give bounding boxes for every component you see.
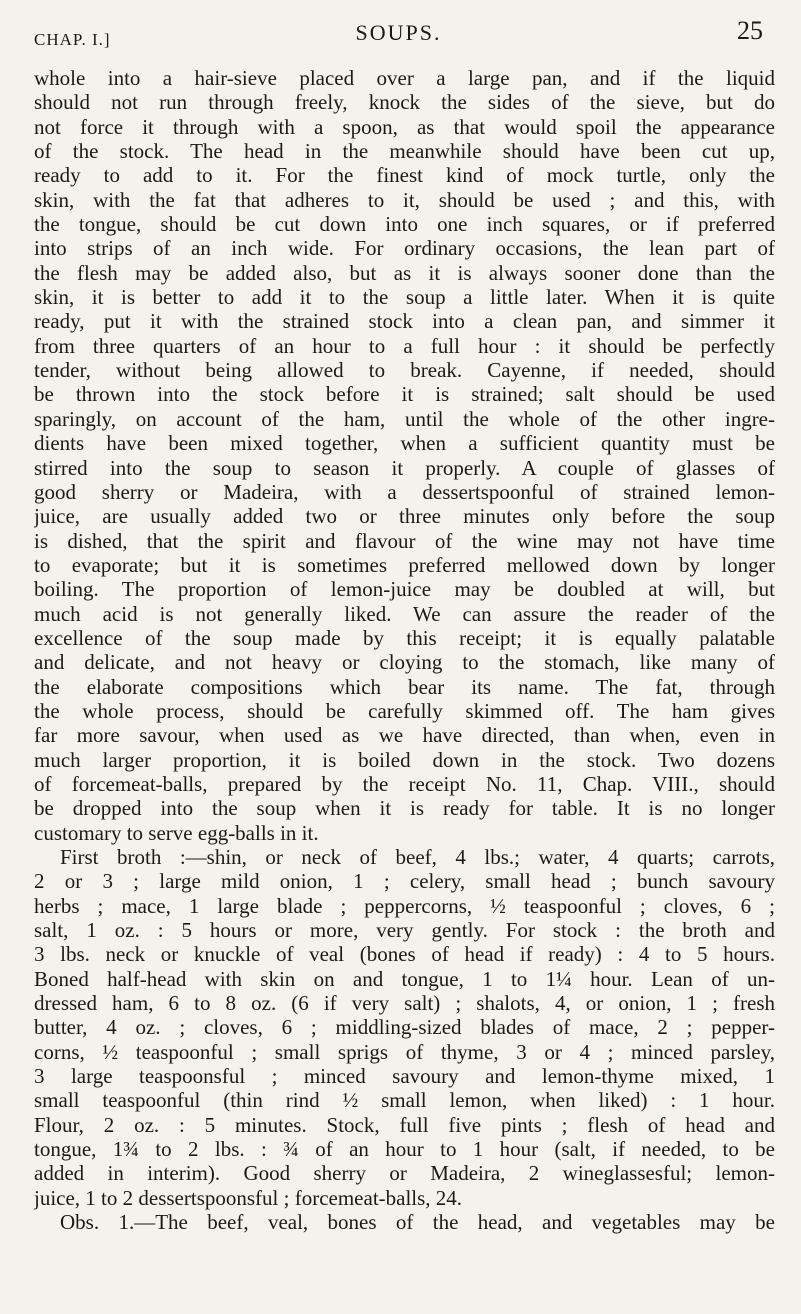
text-line: salt, 1 oz. : 5 hours or more, very gently. For stock : the broth and bbox=[34, 918, 775, 943]
text-line: Obs. 1.—The beef, veal, bones of the head, and vegetables may be bbox=[60, 1210, 775, 1235]
text-line: good sherry or Madeira, with a dessertspoonful of strained lemon- bbox=[34, 479, 775, 504]
text-line: ready, put it with the strained stock into a clean pan, and simmer it bbox=[34, 309, 775, 334]
text-line: First broth :—shin, or neck of beef, 4 lbs.; water, 4 quarts; carrots, bbox=[60, 845, 775, 869]
text-line: Flour, 2 oz. : 5 minutes. Stock, full five pints ; flesh of head and bbox=[34, 1112, 775, 1137]
text-line: not force it through with a spoon, as that would spoil the appearance bbox=[34, 114, 775, 139]
text-line: corns, ½ teaspoonful ; small sprigs of thyme, 3 or 4 ; minced parsley, bbox=[34, 1039, 775, 1064]
text-line: 3 lbs. neck or knuckle of veal (bones of head if ready) : 4 to 5 hours. bbox=[34, 942, 775, 967]
text-line: tender, without being allowed to break. Cayenne, if needed, should bbox=[34, 358, 775, 383]
text-line: be dropped into the soup when it is ready for table. It is no longer bbox=[34, 796, 775, 821]
body-text bbox=[34, 66, 775, 1235]
text-line: sparingly, on account of the ham, until the whole of the other ingre- bbox=[34, 406, 775, 431]
text-line: tongue, 1¾ to 2 lbs. : ¾ of an hour to 1 hour (salt, if needed, to be bbox=[34, 1137, 775, 1162]
text-line: the tongue, should be cut down into one inch squares, or if preferred bbox=[34, 212, 775, 237]
text-line: dressed ham, 6 to 8 oz. (6 if very salt) ; shalots, 4, or onion, 1 ; fresh bbox=[34, 991, 775, 1016]
text-line: from three quarters of an hour to a full hour : it should be perfectly bbox=[34, 333, 775, 358]
text-line: of forcemeat-balls, prepared by the receipt No. 11, Chap. VIII., should bbox=[34, 771, 775, 796]
text-line: customary to serve egg-balls in it. bbox=[34, 820, 319, 845]
text-line: skin, with the fat that adheres to it, should be used ; and this, with bbox=[34, 187, 775, 212]
running-header bbox=[34, 10, 763, 54]
text-line: to evaporate; but it is sometimes preferred mellowed down by longer bbox=[34, 552, 775, 577]
text-line: much larger proportion, it is boiled down in the stock. Two dozens bbox=[34, 747, 775, 772]
text-line: should not run through freely, knock the sides of the sieve, but do bbox=[34, 90, 775, 115]
text-line: of the stock. The head in the meanwhile should have been cut up, bbox=[34, 139, 775, 164]
text-line: whole into a hair-sieve placed over a large pan, and if the liquid bbox=[34, 66, 775, 90]
text-line: is dished, that the spirit and flavour of the wine may not have time bbox=[34, 528, 775, 553]
section-title: SOUPS. bbox=[355, 20, 442, 45]
text-line: much acid is not generally liked. We can assure the reader of the bbox=[34, 601, 775, 626]
text-line: dients have been mixed together, when a sufficient quantity must be bbox=[34, 431, 775, 456]
text-line: juice, are usually added two or three minutes only before the soup bbox=[34, 504, 775, 529]
text-line: and delicate, and not heavy or cloying to the stomach, like many of bbox=[34, 650, 775, 675]
text-line: the elaborate compositions which bear its name. The fat, through bbox=[34, 674, 775, 699]
text-line: added in interim). Good sherry or Madeira, 2 wineglassesful; lemon- bbox=[34, 1161, 775, 1186]
text-line: be thrown into the stock before it is strained; salt should be used bbox=[34, 382, 775, 407]
text-line: juice, 1 to 2 dessertspoonsful ; forcemeat-balls, 24. bbox=[34, 1185, 463, 1210]
chapter-label: CHAP. I.] bbox=[34, 30, 111, 49]
text-line: the whole process, should be carefully skimmed off. The ham gives bbox=[34, 698, 775, 723]
text-line: skin, it is better to add it to the soup a little later. When it is quite bbox=[34, 285, 775, 310]
text-line: 2 or 3 ; large mild onion, 1 ; celery, small head ; bunch savoury bbox=[34, 869, 775, 894]
text-line: small teaspoonful (thin rind ½ small lemon, when liked) : 1 hour. bbox=[34, 1088, 775, 1113]
text-line: Boned half-head with skin on and tongue, 1 to 1¼ hour. Lean of un- bbox=[34, 966, 775, 991]
text-line: excellence of the soup made by this receipt; it is equally palatable bbox=[34, 625, 775, 650]
text-line: 3 large teaspoonsful ; minced savoury and lemon-thyme mixed, 1 bbox=[34, 1064, 775, 1089]
text-line: butter, 4 oz. ; cloves, 6 ; middling-sized blades of mace, 2 ; pepper- bbox=[34, 1015, 775, 1040]
text-line: ready to add to it. For the finest kind of mock turtle, only the bbox=[34, 163, 775, 188]
text-line: herbs ; mace, 1 large blade ; peppercorns, ½ teaspoonful ; cloves, 6 ; bbox=[34, 893, 775, 918]
text-line: boiling. The proportion of lemon-juice may be doubled at will, but bbox=[34, 577, 775, 602]
text-line: into strips of an inch wide. For ordinary occasions, the lean part of bbox=[34, 236, 775, 261]
text-line: stirred into the soup to season it properly. A couple of glasses of bbox=[34, 455, 775, 480]
text-line: far more savour, when used as we have directed, than when, even in bbox=[34, 723, 775, 748]
text-line: the flesh may be added also, but as it is always sooner done than the bbox=[34, 260, 775, 285]
page-number: 25 bbox=[737, 16, 763, 45]
